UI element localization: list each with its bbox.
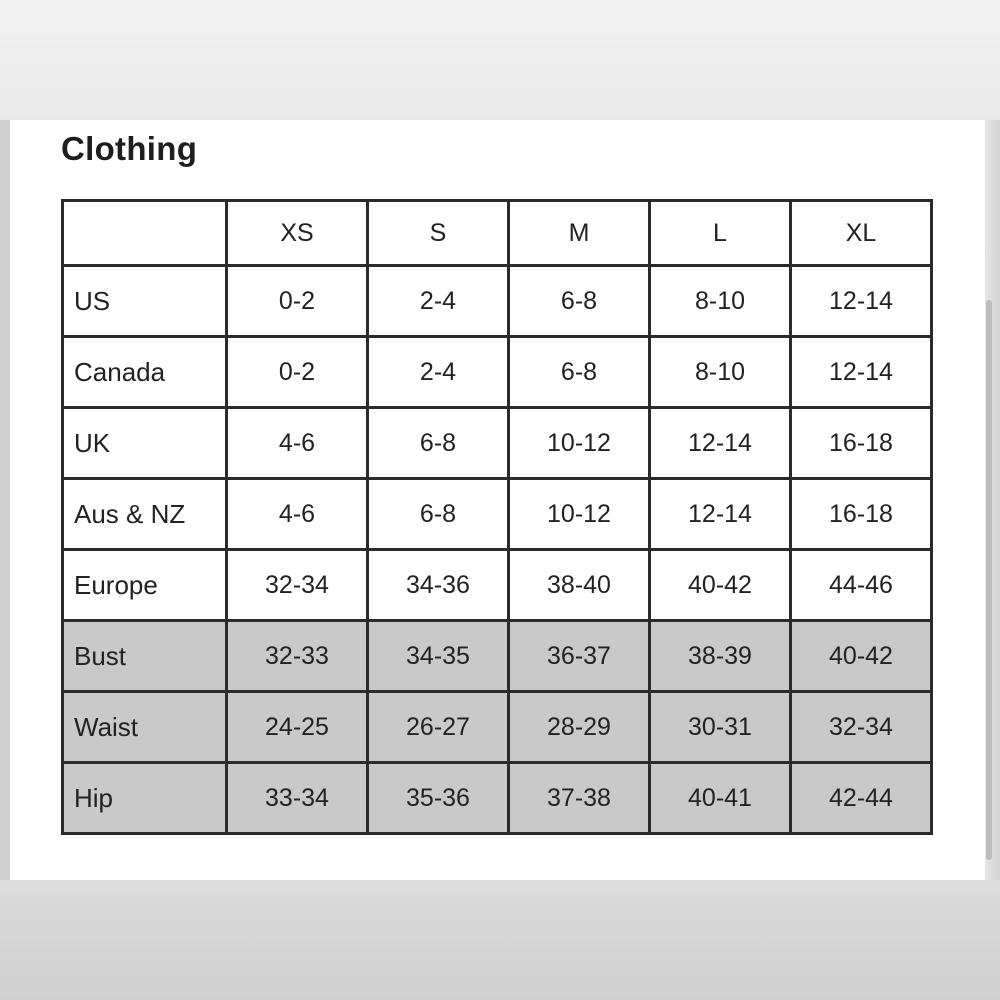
- table-row-waist: [63, 692, 932, 763]
- size-chart-table: [61, 199, 933, 835]
- table-cell: 24-25: [227, 692, 368, 763]
- table-cell: 32-33: [227, 621, 368, 692]
- table-cell: 35-36: [368, 763, 509, 834]
- page-title: Clothing: [61, 130, 198, 167]
- table-cell: 6-8: [509, 266, 650, 337]
- table-cell: 4-6: [227, 479, 368, 550]
- table-cell: 6-8: [509, 337, 650, 408]
- table-cell: 40-42: [791, 621, 932, 692]
- table-cell: 2-4: [368, 337, 509, 408]
- table-cell: 10-12: [509, 479, 650, 550]
- table-cell: 16-18: [791, 479, 932, 550]
- table-cell: 40-41: [650, 763, 791, 834]
- table-cell: 34-35: [368, 621, 509, 692]
- table-row-bust: [63, 621, 932, 692]
- table-cell: 6-8: [368, 479, 509, 550]
- table-header-row: [63, 201, 932, 266]
- table-cell: 26-27: [368, 692, 509, 763]
- table-cell: 0-2: [227, 266, 368, 337]
- table-cell: 40-42: [650, 550, 791, 621]
- table-row-europe: [63, 550, 932, 621]
- table-cell: 12-14: [791, 337, 932, 408]
- table-cell: 4-6: [227, 408, 368, 479]
- table-cell: 32-34: [791, 692, 932, 763]
- table-row-us: [63, 266, 932, 337]
- table-cell: 33-34: [227, 763, 368, 834]
- table-row-uk: [63, 408, 932, 479]
- table-cell: 37-38: [509, 763, 650, 834]
- table-row-canada: [63, 337, 932, 408]
- table-cell: 38-39: [650, 621, 791, 692]
- row-label: US: [63, 266, 227, 337]
- vertical-scrollbar[interactable]: [986, 300, 992, 860]
- table-cell: 12-14: [791, 266, 932, 337]
- table-cell: 34-36: [368, 550, 509, 621]
- table-cell: 8-10: [650, 337, 791, 408]
- row-label: Canada: [63, 337, 227, 408]
- table-cell: 6-8: [368, 408, 509, 479]
- row-label: Bust: [63, 621, 227, 692]
- column-header-m: M: [509, 201, 650, 266]
- background-bottom: [0, 880, 1000, 1000]
- size-chart-card: [10, 120, 985, 880]
- column-header-xl: XL: [791, 201, 932, 266]
- row-label: Hip: [63, 763, 227, 834]
- row-label: Europe: [63, 550, 227, 621]
- row-label: Waist: [63, 692, 227, 763]
- table-cell: 32-34: [227, 550, 368, 621]
- background-top: [0, 0, 1000, 120]
- table-cell: 12-14: [650, 479, 791, 550]
- table-cell: 36-37: [509, 621, 650, 692]
- row-label: Aus & NZ: [63, 479, 227, 550]
- table-cell: 38-40: [509, 550, 650, 621]
- corner-cell: [63, 201, 227, 266]
- column-header-l: L: [650, 201, 791, 266]
- table-cell: 2-4: [368, 266, 509, 337]
- table-cell: 8-10: [650, 266, 791, 337]
- table-row-aus-nz: [63, 479, 932, 550]
- table-cell: 16-18: [791, 408, 932, 479]
- table-cell: 0-2: [227, 337, 368, 408]
- table-cell: 28-29: [509, 692, 650, 763]
- column-header-xs: XS: [227, 201, 368, 266]
- table-cell: 30-31: [650, 692, 791, 763]
- column-header-s: S: [368, 201, 509, 266]
- row-label: UK: [63, 408, 227, 479]
- table-cell: 42-44: [791, 763, 932, 834]
- left-edge-shade: [0, 120, 10, 880]
- table-cell: 12-14: [650, 408, 791, 479]
- table-cell: 44-46: [791, 550, 932, 621]
- table-cell: 10-12: [509, 408, 650, 479]
- table-row-hip: [63, 763, 932, 834]
